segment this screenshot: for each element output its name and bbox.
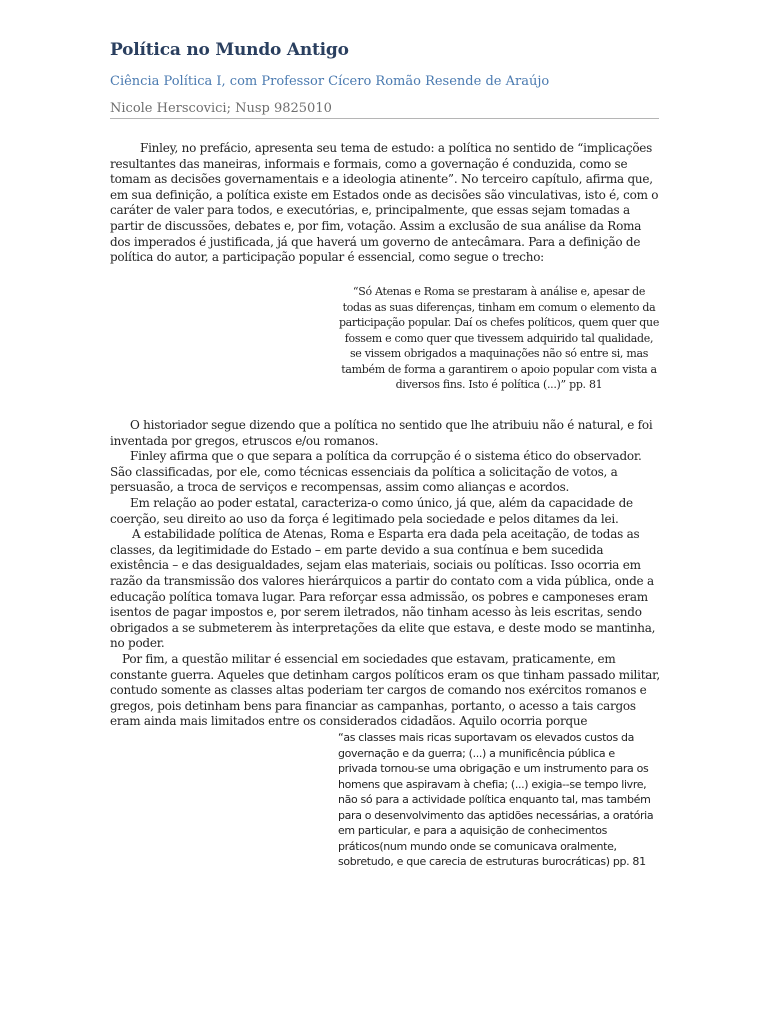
paragraph-intro: Finley, no prefácio, apresenta seu tema de estudo: a política no sentido de “implicações resultantes das maneiras, informais e formais, como a governação é conduzida, como se tomam as decisões governamentais e a ideologia atinente”. No terceiro capítulo, afirma que, em sua definição, a política existe em Estados onde as decisões são vinculativas, isto é, com o caráter de valer para todos, e executórias, e, principalmente, que essas sejam tomadas a partir de discussões, debates e, por fim, votação. Assim a exclusão de sua análise da Roma dos imperados é justificada, já que haverá um governo de antecâmara. Para a definição de política do autor, a participação popular é essencial, como segue o trecho: xyxy=(110,141,659,265)
paragraph-state-power: Em relação ao poder estatal, caracteriza-o como único, já que, além da capacidade de coerção, seu direito ao uso da força é legitimado pela sociedade e pelos ditames da lei. xyxy=(110,495,633,526)
block-quote-2: “as classes mais ricas suportavam os elevados custos da governação e da guerra; (...) a munificência pública e privada tornou-se uma obrigação e um instrumento para os homens que aspiravam à chefia; (...) exigia--se tempo livre, não só para a actividade política enquanto tal, mas também para o desenvolvimento das aptidões necessárias, a oratória em particular, e para a aquisição de conhecimentos práticos(num mundo onde se comunicava oralmente, sobretudo, e que carecia de estruturas burocráticas) pp. 81 xyxy=(338,731,654,868)
paragraph-corruption: Finley afirma que o que separa a política da corrupção é o sistema ético do observador. São classificadas, por ele, como técnicas essenciais da política a solicitação de votos, a persuasão, a troca de serviços e recompensas, assim como alianças e acordos. xyxy=(110,449,642,495)
author-line: Nicole Herscovici; Nusp 9825010 xyxy=(110,101,332,116)
paragraph-military: Por fim, a questão militar é essencial em sociedades que estavam, praticamente, em constante guerra. Aqueles que detinham cargos políticos eram os que tinham passado militar, contudo somente as classes altas poderiam ter cargos de comando nos exércitos romanos e gregos, pois detinham bens para financiar as campanhas, portanto, o acesso a tais cargos eram ainda mais limitados entre os considerados cidadãos. Aquilo ocorria porque xyxy=(110,651,660,729)
document-subtitle: Ciência Política I, com Professor Cícero Romão Resende de Araújo xyxy=(110,74,550,89)
paragraph-historian: O historiador segue dizendo que a política no sentido que lhe atribuiu não é natural, e foi inventada por gregos, etruscos e/ou romanos. xyxy=(110,418,653,448)
header-divider xyxy=(110,118,659,119)
paragraph-stability: A estabilidade política de Atenas, Roma e Esparta era dada pela aceitação, de todas as classes, da legitimidade do Estado – em parte devido a sua contínua e bem sucedida existência – e das desigualdades, sejam elas materiais, sociais ou políticas. Isso ocorria em razão da transmissão dos valores hierárquicos a partir do contato com a vida pública, onde a educação política tomava lugar. Para reforçar essa admissão, os pobres e camponeses eram isentos de pagar impostos e, por serem iletrados, não tinham acesso às leis escritas, sendo obrigados a se submeterem às interpretações da elite que estava, e deste modo se mantinha, no poder. xyxy=(110,527,656,651)
body-section xyxy=(110,418,661,730)
block-quote-1: “Só Atenas e Roma se prestaram à análise e, apesar de todas as suas diferenças, tinham em comum o elemento da participação popular. Daí os chefes políticos, quem quer que fossem e como quer que tivessem adquirido tal qualidade, se vissem obrigados a maquinações não só entre si, mas também de forma a garantirem o apoio popular com vista a diversos fins. Isto é política (...)” pp. 81 xyxy=(338,285,660,391)
intro-section xyxy=(110,141,661,266)
document-title: Política no Mundo Antigo xyxy=(110,40,349,60)
